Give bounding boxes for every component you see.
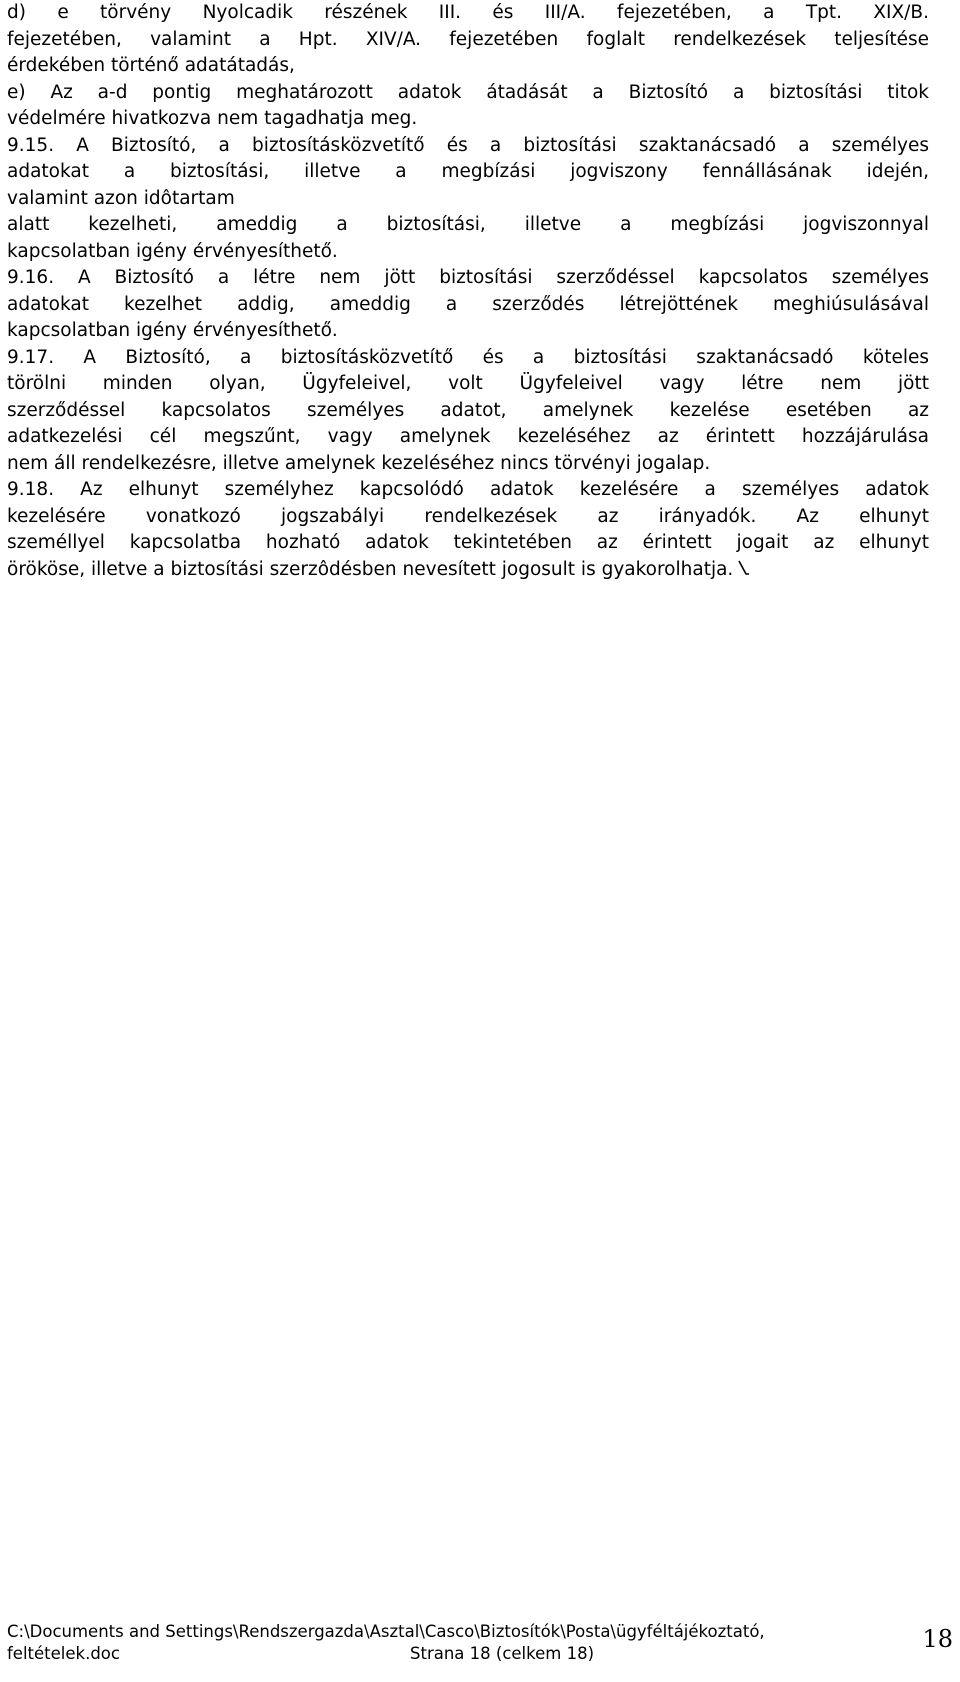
text-line-last-content: örököse, illetve a biztosítási szerzôdésben nevesített jogosult is gyakorolhatja.	[7, 558, 734, 580]
section-9-18-line: 9.18. Az elhunyt személyhez kapcsolódó adatok kezelésére a személyes adatok	[7, 479, 929, 500]
section-9-17-line: 9.17. A Biztosító, a biztosításközvetítő és a biztosítási szaktanácsadó köteles	[7, 346, 929, 368]
text-line: e) Az a-d pontig meghatározott adatok átadását a Biztosító a biztosítási titok	[7, 81, 929, 103]
section-9-16-line: 9.16. A Biztosító a létre nem jött biztosítási szerződéssel kapcsolatos személyes	[7, 267, 929, 288]
text-line: d) e törvény Nyolcadik részének III. és III/A. fejezetében, a Tpt. XIX/B.	[7, 2, 929, 23]
text-line: alatt kezelheti, ameddig a biztosítási, illetve a megbízási jogviszonnyal	[7, 214, 929, 235]
paragraph-end-mark-icon	[737, 559, 751, 577]
document-body	[7, 0, 929, 583]
text-line: valamint azon idôtartam	[7, 187, 235, 209]
text-line: nem áll rendelkezésre, illetve amelynek kezeléséhez nincs törvényi jogalap.	[7, 452, 711, 474]
text-line: törölni minden olyan, Ügyfeleivel, volt Ügyfeleivel vagy létre nem jött	[7, 373, 929, 394]
footer-file-name: feltételek.doc	[7, 1644, 120, 1663]
text-line: fejezetében, valamint a Hpt. XIV/A. fejezetében foglalt rendelkezések teljesítése	[7, 28, 929, 50]
page-footer	[7, 1621, 953, 1665]
text-line: kezelésére vonatkozó jogszabályi rendelkezések az irányadók. Az elhunyt	[7, 505, 929, 527]
footer-page-number: 18	[922, 1625, 953, 1653]
text-line: kapcsolatban igény érvényesíthető.	[7, 320, 338, 341]
text-line: szerződéssel kapcsolatos személyes adatot, amelynek kezelése esetében az	[7, 399, 929, 421]
footer-page-note: Strana 18 (celkem 18)	[410, 1644, 595, 1663]
text-line-last	[7, 557, 929, 584]
text-line: adatokat a biztosítási, illetve a megbízási jogviszony fennállásának idején,	[7, 161, 929, 182]
text-line: személlyel kapcsolatba hozható adatok tekintetében az érintett jogait az elhunyt	[7, 532, 929, 553]
text-line: védelmére hivatkozva nem tagadhatja meg.	[7, 108, 418, 129]
text-line: érdekében történő adatátadás,	[7, 55, 295, 76]
text-line: adatokat kezelhet addig, ameddig a szerződés létrejöttének meghiúsulásával	[7, 293, 929, 315]
footer-file-path: C:\Documents and Settings\Rendszergazda\Asztal\Casco\Biztosítók\Posta\ügyféltájékoztató,	[7, 1622, 765, 1641]
text-line: kapcsolatban igény érvényesíthető.	[7, 240, 338, 262]
section-9-15-line: 9.15. A Biztosító, a biztosításközvetítő és a biztosítási szaktanácsadó a személyes	[7, 134, 929, 156]
text-line: adatkezelési cél megszűnt, vagy amelynek kezeléséhez az érintett hozzájárulása	[7, 426, 929, 447]
